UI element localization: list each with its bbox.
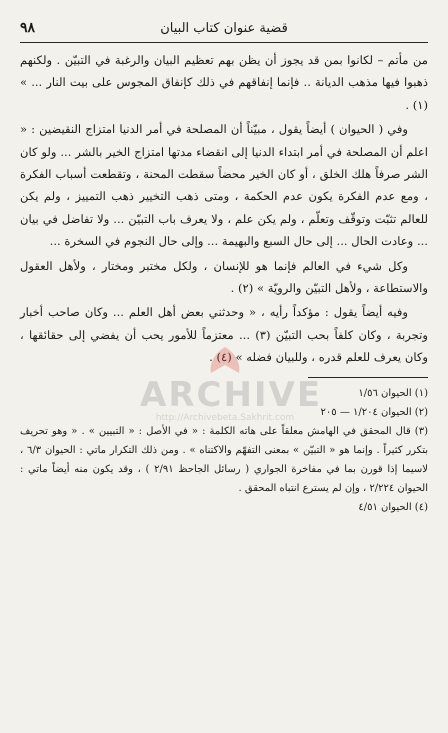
watermark-word: ARCHIVE [140,375,323,415]
watermark-url: http://Archivebeta.Sakhrit.com [155,413,295,423]
footnote-4: (٤) الحيوان ٤/٥١ [358,501,428,513]
paragraph-1: من مأتم – لكانوا بمن قد يجوز أن يظن بهم تعظيم البيان والرغبة في التبيّن . ولكنهم ذهبوا فيها مذهب الديانة .. فإنما إنفاقهم في ذلك كإنفاق المجوس على بيت النار ... » (١) . [20,53,428,112]
footnote-separator [308,377,428,378]
book-page [20,12,428,720]
footnote-1: (١) الحيوان ١/٥٦ [358,387,428,399]
footnote-2: (٢) الحيوان ١/٢٠٤ — ٢٠٥ [320,406,428,418]
page-number: ٩٨ [20,20,36,36]
running-title: قضية عنوان كتاب البيان [160,21,288,36]
footnotes [20,384,428,517]
page-header [20,12,428,40]
paragraph-4: وفيه أيضاً يقول : مؤكداً رأيه ، « وحدثني بعض أهل العلم ... وكان صاحب أخبار وتجربة ، وكان كلفاً بحب التبيّن (٣) ... معتزماً للأمور يحب أن يفضي إلى حقائقها ، وكان يعرف للعلم قدره ، وللبيان فضله » (٤) . [20,305,428,365]
footnote-3: (٣) قال المحقق في الهامش معلقاً على هاته الكلمة : « في الأصل : « التبيين » . « وهو تحريف بتكرر كثيراً . وإنما هو « التبيّن » بمعنى التفهّم والاكتناه » . ومن ذلك التكرار ماتي : الحيوان ٦/٣ ، لاسيما إذا قورن بما في مفاخرة الجواري ( رسائل الجاحظ ٢/٩١ ) ، وقد يكون منه أيضاً ماتي : الحيوان ٢/٢٢٤ ، وإن لم يسترع انتباه المحقق . [20,425,428,494]
body-text [20,49,428,369]
header-rule [20,42,428,43]
paragraph-2: وفي ( الحيوان ) أيضاً يقول ، مبيّناً أن المصلحة في أمر الدنيا امتزاج النقيضين : « اعلم أن المصلحة في أمر ابتداء الدنيا إلى انقضاء مدتها امتزاج الخير بالشر ... ولو كان الشر صرفاً هلك الخلق ، أو كان الخير محضاً سقطت المحنة ، وتقطعت أسباب الفكرة ، ومع عدم الفكرة يكون عدم الحكمة ، ومتى ذهب التخيير ذهب التمييز ، ولم يكن للعالم تثبّت وتوقّف وتعلّم ، ولم يكن علم ، ولا يعرف باب التبيّن ... ولا تفاضل في بيان ... وعادت الحال ... إلى حال السبع والبهيمة ... وإلى حال النجوم في السخرة ... [20,122,428,249]
paragraph-3: وكل شيء في العالم فإنما هو للإنسان ، ولكل مختبر ومختار ، ولأهل العقول والاستطاعة ، ولأهل التبيّن والرويّة » (٢) . [20,258,428,296]
